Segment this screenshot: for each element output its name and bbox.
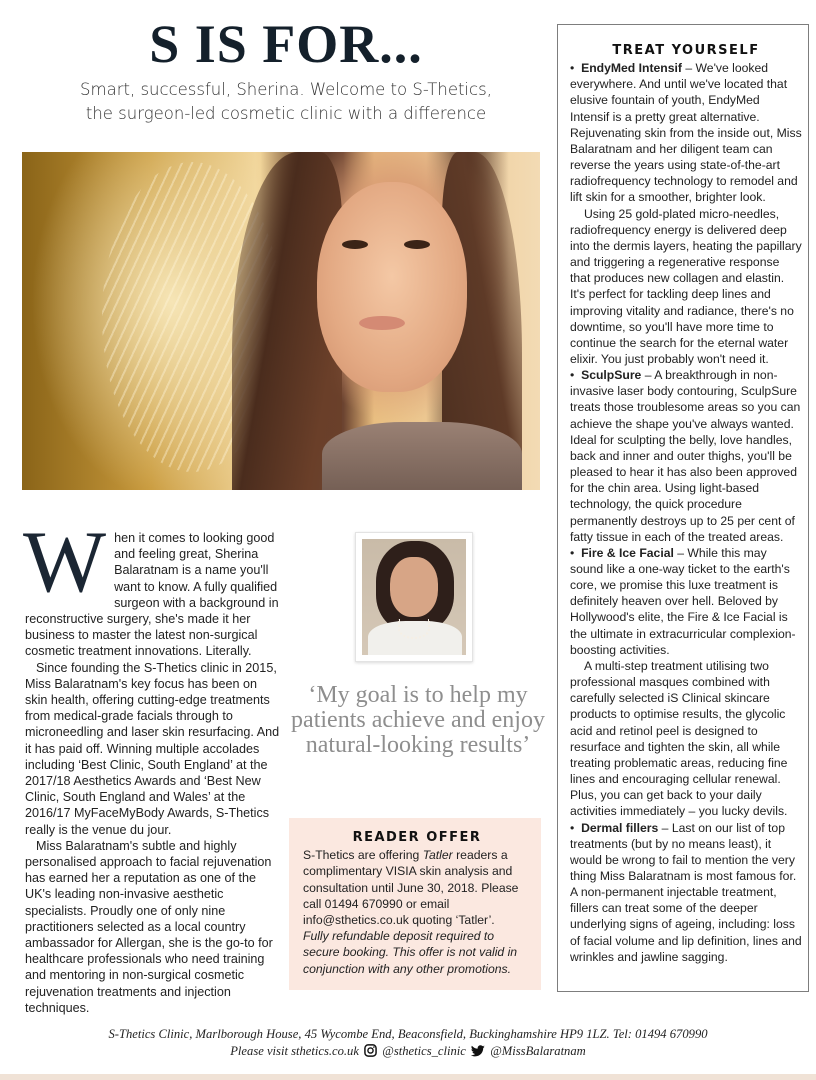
article-body <box>23 514 280 1016</box>
treatment-fire-ice-more: A multi-step treatment utilising two professional masques combined with carefully selected iS Clinical skincare products to optimise results, the glycolic acid and retinol peel is designed to resurface and tighten the skin, all while treating problematic areas, reducing fine lines and encouraging cellular renewal. Plus, you can get back to your daily activities immediately – you lucky devils. <box>570 658 788 819</box>
body-paragraph-1-text: hen it comes to looking good and feeling great, Sherina Balaratnam is a name you'll want to know. A fully qualified surgeon with a background in reconstructive surgery, she's made it her business to master the latest non-surgical cosmetic treatment innovations. Literally. <box>25 531 279 659</box>
treatment-description: – A breakthrough in non-invasive laser body contouring, SculpSure treats those troublesome areas so you can achieve the shape you've always wanted. Ideal for sculpting the belly, love handles, back and inner and outer thighs, you'll be pleased to hear it has also been approved for the chin area. Using light-based technology, the quick procedure permanently destroys up to 25 per cent of fatty tissue in each of the treated areas. <box>570 368 801 544</box>
twitter-icon[interactable] <box>471 1045 485 1062</box>
footer-social <box>0 1043 816 1062</box>
instagram-icon[interactable] <box>364 1044 377 1062</box>
treatment-name: Dermal fillers <box>581 820 659 835</box>
standfirst <box>26 78 546 126</box>
standfirst-line-1: Smart, successful, Sherina. Welcome to S-Thetics, <box>80 80 492 99</box>
treatment-description: – We've looked everywhere. And until we've located that elusive fountain of youth, EndyMed Intensif is a pretty great alternative. Rejuvenating skin from the inside out, Miss Balaratnam and her diligent team can reverse the years using state-of-the-art radiofrequency technology to remodel and lift skin for a smoother, brighter look. <box>570 61 802 205</box>
publication-name: Tatler <box>422 848 453 863</box>
hero-eye-right <box>404 240 430 249</box>
reader-offer-text-start: S-Thetics are offering <box>303 848 423 863</box>
pull-quote: ‘My goal is to help my patients achieve and enjoy natural-looking results’ <box>291 682 545 758</box>
treatment-fire-ice <box>570 545 802 658</box>
reader-offer-box <box>289 818 541 990</box>
portrait-frame <box>355 532 473 662</box>
portrait-photo <box>362 539 466 655</box>
headline: S IS FOR... <box>149 14 423 74</box>
hero-sweater <box>322 422 522 490</box>
body-paragraph-3: Miss Balaratnam's subtle and highly personalised approach to facial rejuvenation has earned her a reputation as one of the UK's leading non-invasive aesthetic specialists. Proudly one of only nine practitioners selected as a local country ambassador for Allergan, she is the go-to for healthcare professionals who need training and mentoring in non-surgical cosmetic rejuvenation treatments and injection techniques. <box>25 838 273 1015</box>
reader-offer-title: READER OFFER <box>352 830 482 845</box>
bullet: • <box>570 61 575 76</box>
treatment-name: SculpSure <box>581 368 642 383</box>
bullet: • <box>570 820 575 835</box>
reader-offer-text <box>303 847 531 928</box>
footer <box>0 1026 816 1061</box>
body-paragraph-1 <box>23 514 280 660</box>
hero-image <box>22 152 540 490</box>
sidebar-title: TREAT YOURSELF <box>612 43 760 58</box>
bullet: • <box>570 545 575 560</box>
page-bottom-band <box>0 1074 816 1080</box>
standfirst-line-2: the surgeon-led cosmetic clinic with a difference <box>85 104 487 123</box>
treatment-name: EndyMed Intensif <box>581 61 682 76</box>
treatment-description: – While this may sound like a one-way ticket to the earth's core, we promise this luxe treatment is definitely heaven over hell. Beloved by Hollywood's elite, the Fire & Ice Facial is the ultimate in extracurricular complexion-boosting activities. <box>570 545 796 657</box>
portrait-face <box>390 557 438 617</box>
hero-face <box>317 182 467 392</box>
footer-address: S-Thetics Clinic, Marlborough House, 45 Wycombe End, Beaconsfield, Buckinghamshire HP9 1LZ. Tel: 01494 670990 <box>108 1027 708 1041</box>
twitter-handle[interactable]: @MissBalaratnam <box>490 1043 586 1058</box>
reader-offer-terms <box>303 928 531 977</box>
instagram-handle[interactable]: @sthetics_clinic <box>382 1043 466 1058</box>
hero-eye-left <box>342 240 368 249</box>
treatment-name: Fire & Ice Facial <box>581 545 674 560</box>
treatment-endymed-more: Using 25 gold-plated micro-needles, radiofrequency energy is delivered deep into the dermis layers, heating the papillary and triggering a regenerative response that produces new collagen and elastin. It's perfect for tackling deep lines and improving vitality and radiance, there's no downtime, so you'll have more time to continue the search for the eternal water elixir. You just probably won't need it. <box>570 206 802 366</box>
treatment-sculpsure <box>570 367 802 545</box>
drop-cap: W <box>23 514 107 611</box>
portrait-pearl-necklace <box>398 619 430 639</box>
treat-yourself-sidebar <box>557 24 809 992</box>
footer-website[interactable]: Please visit sthetics.co.uk <box>230 1043 359 1058</box>
treatment-description: – Last on our list of top treatments (but by no means least), it would be wrong to fail to mention the very thing Miss Balaratnam is most famous for. A non-permanent injectable treatment, fillers can treat some of the deeper underlying signs of ageing, including: loss of facial volume and lip definition, lines and wrinkles and jawline sagging. <box>570 820 802 964</box>
reader-offer-terms-text: Fully refundable deposit required to secure booking. This offer is not valid in conjunction with any other promotions. <box>303 929 518 976</box>
treatment-endymed <box>570 60 802 205</box>
hero-lips <box>359 316 405 330</box>
treatment-dermal-fillers <box>570 820 802 965</box>
bullet: • <box>570 368 575 383</box>
body-paragraph-2: Since founding the S-Thetics clinic in 2015, Miss Balaratnam's key focus has been on skin health, offering cutting-edge treatments from medical-grade facials through to microneedling and laser skin resurfacing. And it has paid off. Winning multiple accolades including ‘Best Clinic, South England’ at the 2017/18 Aesthetics Awards and ‘Best New Clinic, South England and Wales’ at the 2016/17 MyFaceMyBody Awards, S-Thetics really is the venue du jour. <box>25 660 280 837</box>
reader-offer-text-end: readers a complimentary VISIA skin analysis and consultation until June 30, 2018. Please call 01494 670990 or email info@sthetics.co.uk quoting ‘Tatler’. <box>303 848 519 928</box>
